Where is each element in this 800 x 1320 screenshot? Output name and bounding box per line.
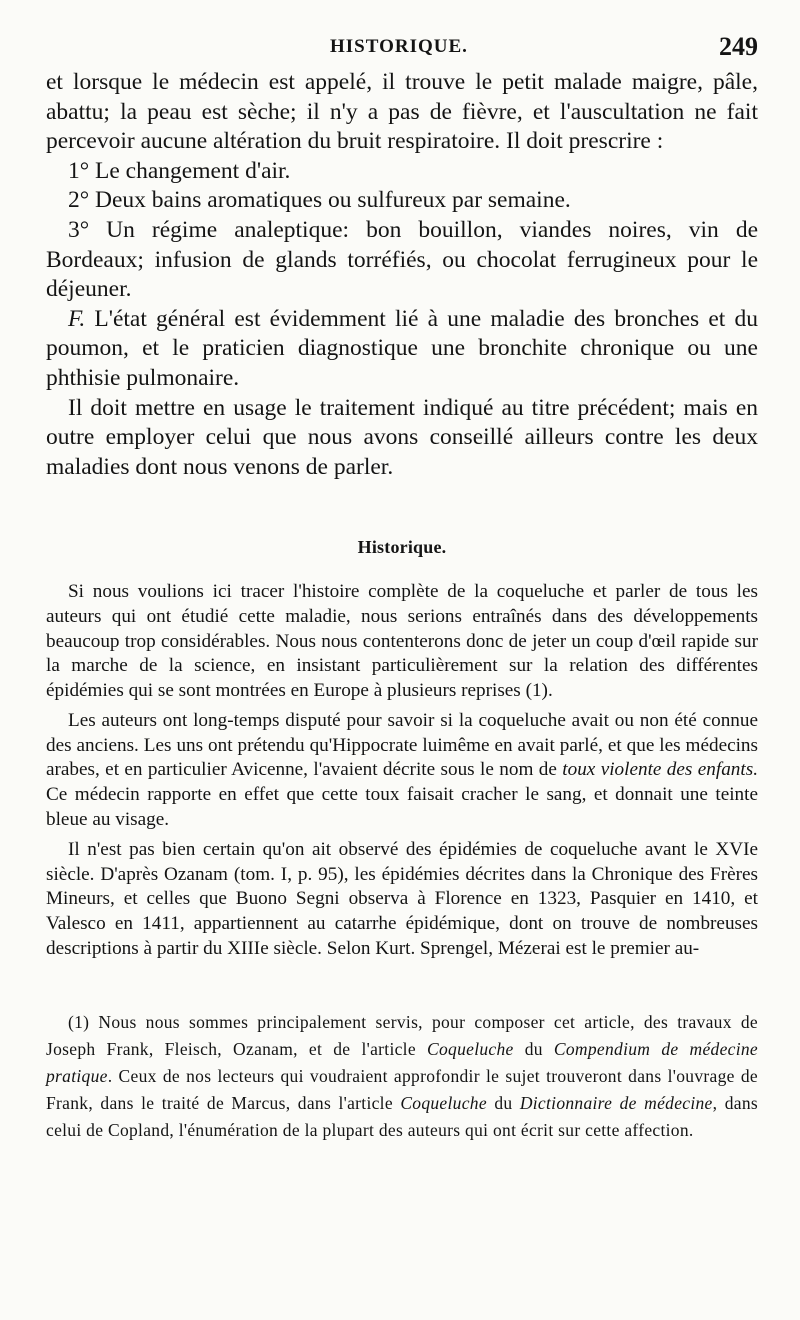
footnote-em-4: Dictionnaire de médecine: [519, 1093, 713, 1114]
paragraph-continued: et lorsque le médecin est appelé, il trouve le petit malade maigre, pâle, abattu; la peau est sèche; il n'y a pas de fièvre, et l'auscultation ne fait percevoir aucune altération du bruit respiratoire. Il doit prescrire :: [46, 69, 758, 155]
footnote-em-1: Coqueluche: [427, 1039, 514, 1060]
paragraph-treatment: Il doit mettre en usage le traitement indiqué au titre précédent; mais en outre employer celui que nous avons conseillé ailleurs contre les deux maladies dont nous venons de parler.: [46, 394, 758, 480]
page-number: 249: [719, 32, 758, 61]
footnote-text: [46, 1009, 758, 1144]
history-paragraph-2: [46, 709, 758, 832]
footnote-part-c: . Ceux de nos lecteurs qui voudraient approfondir le sujet trouveront dans l'ouvrage de Frank, dans le traité de Marcus, dans l'article: [46, 1066, 758, 1114]
running-head: HISTORIQUE.: [330, 36, 468, 57]
paragraph-f-label: F.: [68, 305, 86, 332]
footnote: [46, 1009, 758, 1144]
list-item-3: 3° Un régime analeptique: bon bouillon, viandes noires, vin de Bordeaux; infusion de glands torréfiés, ou chocolat ferrugineux pour le déjeuner.: [46, 216, 758, 303]
footnote-part-d: du: [486, 1093, 520, 1114]
history-p2-end: Ce médecin rapporte en effet que cette toux faisait cracher le sang, et donnait une teinte bleue au visage.: [46, 784, 758, 830]
section-title: Historique.: [357, 537, 447, 558]
footnote-em-3: Coqueluche: [400, 1093, 487, 1114]
main-text: [46, 68, 758, 482]
paragraph-f: [46, 305, 758, 394]
history-p2-start: Les auteurs ont long-temps disputé pour savoir si la coqueluche avait ou non été connue des anciens. Les uns ont prétendu qu'Hippocrate luimême en avait parlé, et que les médecins arabes, et en particulier Avicenne, l'avaient décrite sous le nom de: [46, 710, 758, 781]
history-text: [46, 580, 758, 961]
page-header: [46, 28, 758, 68]
list-item-2: 2° Deux bains aromatiques ou sulfureux par semaine.: [68, 187, 571, 214]
footnote-em-2: Compendium de médecine pratique: [46, 1039, 758, 1087]
footnote-part-a: (1) Nous nous sommes principalement servis, pour composer cet article, des travaux de Joseph Frank, Fleisch, Ozanam, et de l'article: [46, 1012, 758, 1060]
footnote-part-e: , dans celui de Copland, l'énumération de la plupart des auteurs qui ont écrit sur cette affection.: [46, 1093, 758, 1141]
book-page: [46, 28, 758, 1144]
paragraph-f-text: L'état général est évidemment lié à une maladie des bronches et du poumon, et le praticien diagnostique une bronchite chronique ou une phthisie pulmonaire.: [46, 305, 758, 391]
history-paragraph-1: Si nous voulions ici tracer l'histoire complète de la coqueluche et parler de tous les auteurs qui ont étudié cette maladie, nous serions entraînés dans des développements beaucoup trop considérables. Nous nous contenterons donc de jeter un coup d'œil rapide sur la marche de la science, en insistant particulièrement sur la relation des différentes épidémies qui se sont montrées en Europe à plusieurs reprises (1).: [46, 581, 758, 701]
footnote-part-b: du: [513, 1039, 554, 1060]
history-paragraph-3: Il n'est pas bien certain qu'on ait observé des épidémies de coqueluche avant le XVIe siècle. D'après Ozanam (tom. I, p. 95), les épidémies décrites dans la Chronique des Frères Mineurs, et celles que Buono Segni observa à Florence en 1323, Pasquier en 1410, et Valesco en 1411, appartiennent au catarrhe épidémique, dont on trouve de nombreuses descriptions à partir du XIIIe siècle. Selon Kurt. Sprengel, Mézerai est le premier au-: [46, 839, 758, 959]
history-p2-emphasis: toux violente des enfants.: [562, 759, 758, 781]
list-item-1: 1° Le changement d'air.: [68, 157, 291, 184]
